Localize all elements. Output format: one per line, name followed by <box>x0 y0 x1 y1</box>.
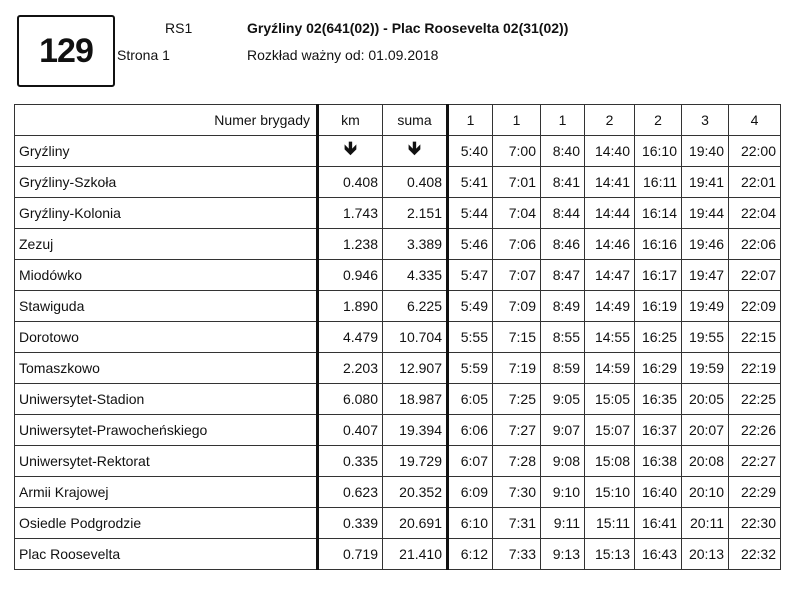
departure-time: 16:40 <box>635 477 682 508</box>
departure-time: 20:11 <box>682 508 729 539</box>
departure-time: 19:49 <box>682 291 729 322</box>
cumulative-distance: 6.225 <box>383 291 448 322</box>
departure-time: 22:01 <box>729 167 781 198</box>
departure-time: 8:47 <box>541 260 585 291</box>
km-header: km <box>318 105 383 136</box>
stop-name: Tomaszkowo <box>15 353 318 384</box>
stop-distance-km: 0.339 <box>318 508 383 539</box>
departure-time: 5:47 <box>448 260 493 291</box>
departure-time: 22:27 <box>729 446 781 477</box>
departure-time: 20:08 <box>682 446 729 477</box>
departure-time: 20:07 <box>682 415 729 446</box>
departure-time: 22:19 <box>729 353 781 384</box>
departure-time: 5:49 <box>448 291 493 322</box>
cumulative-distance: 10.704 <box>383 322 448 353</box>
stop-name: Stawiguda <box>15 291 318 322</box>
departure-time: 7:06 <box>493 229 541 260</box>
departure-time: 9:05 <box>541 384 585 415</box>
departure-time: 5:44 <box>448 198 493 229</box>
cumulative-distance: 0.408 <box>383 167 448 198</box>
departure-time: 14:47 <box>585 260 635 291</box>
stop-name: Gryźliny <box>15 136 318 167</box>
stop-name: Uniwersytet-Rektorat <box>15 446 318 477</box>
departure-time: 7:04 <box>493 198 541 229</box>
departure-time: 7:30 <box>493 477 541 508</box>
departure-time: 16:17 <box>635 260 682 291</box>
brigade-number: 4 <box>729 105 781 136</box>
departure-time: 16:41 <box>635 508 682 539</box>
departure-time: 16:38 <box>635 446 682 477</box>
stop-distance-km: 0.623 <box>318 477 383 508</box>
departure-time: 6:05 <box>448 384 493 415</box>
departure-time: 5:46 <box>448 229 493 260</box>
departure-time: 22:25 <box>729 384 781 415</box>
stop-name: Plac Roosevelta <box>15 539 318 570</box>
cumulative-distance: 20.691 <box>383 508 448 539</box>
route-title: Gryźliny 02(641(02)) - Plac Roosevelta 02(31(02)) <box>247 20 569 36</box>
brigade-number: 2 <box>635 105 682 136</box>
departure-time: 19:41 <box>682 167 729 198</box>
table-row <box>15 508 781 539</box>
stop-name: Dorotowo <box>15 322 318 353</box>
departure-time: 19:55 <box>682 322 729 353</box>
departure-time: 16:43 <box>635 539 682 570</box>
departure-time: 9:08 <box>541 446 585 477</box>
stop-name: Miodówko <box>15 260 318 291</box>
departure-time: 16:10 <box>635 136 682 167</box>
table-row <box>15 353 781 384</box>
cumulative-distance: 4.335 <box>383 260 448 291</box>
departure-time: 5:41 <box>448 167 493 198</box>
stop-name: Zezuj <box>15 229 318 260</box>
departure-time: 15:05 <box>585 384 635 415</box>
departure-time: 6:10 <box>448 508 493 539</box>
stop-distance-km: 0.719 <box>318 539 383 570</box>
cumulative-distance: 21.410 <box>383 539 448 570</box>
departure-time: 15:07 <box>585 415 635 446</box>
departure-time: 7:07 <box>493 260 541 291</box>
table-row <box>15 539 781 570</box>
departure-time: 7:25 <box>493 384 541 415</box>
table-row <box>15 167 781 198</box>
departure-time: 5:59 <box>448 353 493 384</box>
departure-time: 14:40 <box>585 136 635 167</box>
brigade-number: 1 <box>448 105 493 136</box>
departure-time: 8:41 <box>541 167 585 198</box>
departure-time: 15:08 <box>585 446 635 477</box>
departure-time: 7:01 <box>493 167 541 198</box>
departure-time: 9:11 <box>541 508 585 539</box>
departure-time: 6:09 <box>448 477 493 508</box>
brigade-number: 1 <box>493 105 541 136</box>
departure-time: 16:37 <box>635 415 682 446</box>
departure-time: 14:41 <box>585 167 635 198</box>
departure-time: 16:29 <box>635 353 682 384</box>
departure-time: 14:49 <box>585 291 635 322</box>
departure-time: 15:13 <box>585 539 635 570</box>
stop-distance-km: 0.408 <box>318 167 383 198</box>
departure-time: 14:59 <box>585 353 635 384</box>
departure-time: 7:28 <box>493 446 541 477</box>
departure-time: 22:09 <box>729 291 781 322</box>
departure-time: 9:13 <box>541 539 585 570</box>
stop-name: Uniwersytet-Prawocheńskiego <box>15 415 318 446</box>
page-number: Strona 1 <box>117 47 170 63</box>
departure-time: 19:44 <box>682 198 729 229</box>
departure-time: 19:40 <box>682 136 729 167</box>
table-row <box>15 260 781 291</box>
departure-time: 14:55 <box>585 322 635 353</box>
departure-time: 16:16 <box>635 229 682 260</box>
departure-time: 19:59 <box>682 353 729 384</box>
departure-time: 8:44 <box>541 198 585 229</box>
table-header-row <box>15 105 781 136</box>
departure-time: 22:07 <box>729 260 781 291</box>
departure-time: 22:30 <box>729 508 781 539</box>
stop-distance-km: 0.335 <box>318 446 383 477</box>
departure-time: 22:29 <box>729 477 781 508</box>
departure-time: 14:46 <box>585 229 635 260</box>
departure-time: 16:19 <box>635 291 682 322</box>
stop-distance-km: 0.407 <box>318 415 383 446</box>
stop-name: Gryźliny-Kolonia <box>15 198 318 229</box>
table-row <box>15 291 781 322</box>
departure-time: 22:06 <box>729 229 781 260</box>
departure-time: 6:07 <box>448 446 493 477</box>
stop-distance-km: 1.743 <box>318 198 383 229</box>
departure-time: 7:15 <box>493 322 541 353</box>
departure-time: 22:32 <box>729 539 781 570</box>
departure-time: 9:10 <box>541 477 585 508</box>
route-variant: RS1 <box>165 20 193 36</box>
stop-distance-km: 1.890 <box>318 291 383 322</box>
table-row <box>15 136 781 167</box>
departure-time: 16:11 <box>635 167 682 198</box>
departure-time: 20:13 <box>682 539 729 570</box>
departure-time: 16:14 <box>635 198 682 229</box>
arrow-down-icon: 🡻 <box>318 136 383 167</box>
stop-distance-km: 1.238 <box>318 229 383 260</box>
departure-time: 9:07 <box>541 415 585 446</box>
timetable <box>14 104 781 570</box>
departure-time: 22:15 <box>729 322 781 353</box>
stop-name: Armii Krajowej <box>15 477 318 508</box>
stop-distance-km: 6.080 <box>318 384 383 415</box>
departure-time: 8:55 <box>541 322 585 353</box>
stop-distance-km: 4.479 <box>318 322 383 353</box>
departure-time: 7:00 <box>493 136 541 167</box>
departure-time: 22:00 <box>729 136 781 167</box>
cumulative-distance: 19.394 <box>383 415 448 446</box>
brigade-number: 2 <box>585 105 635 136</box>
brigade-header-label: Numer brygady <box>15 105 318 136</box>
line-number-badge: 129 <box>17 15 115 87</box>
departure-time: 8:46 <box>541 229 585 260</box>
departure-time: 15:10 <box>585 477 635 508</box>
stop-name: Gryźliny-Szkoła <box>15 167 318 198</box>
table-row <box>15 446 781 477</box>
departure-time: 20:10 <box>682 477 729 508</box>
table-row <box>15 477 781 508</box>
departure-time: 5:40 <box>448 136 493 167</box>
cumulative-distance: 18.987 <box>383 384 448 415</box>
stop-distance-km: 0.946 <box>318 260 383 291</box>
table-row <box>15 198 781 229</box>
departure-time: 14:44 <box>585 198 635 229</box>
table-row <box>15 322 781 353</box>
departure-time: 7:09 <box>493 291 541 322</box>
departure-time: 16:35 <box>635 384 682 415</box>
table-row <box>15 415 781 446</box>
departure-time: 7:19 <box>493 353 541 384</box>
stop-distance-km: 2.203 <box>318 353 383 384</box>
arrow-down-icon: 🡻 <box>383 136 448 167</box>
departure-time: 19:46 <box>682 229 729 260</box>
departure-time: 8:59 <box>541 353 585 384</box>
timetable-header <box>0 0 800 100</box>
valid-from-date: Rozkład ważny od: 01.09.2018 <box>247 47 439 63</box>
cumulative-distance: 19.729 <box>383 446 448 477</box>
departure-time: 6:12 <box>448 539 493 570</box>
table-row <box>15 384 781 415</box>
stop-name: Osiedle Podgrodzie <box>15 508 318 539</box>
departure-time: 19:47 <box>682 260 729 291</box>
cumulative-distance: 20.352 <box>383 477 448 508</box>
departure-time: 6:06 <box>448 415 493 446</box>
table-row <box>15 229 781 260</box>
departure-time: 22:04 <box>729 198 781 229</box>
departure-time: 16:25 <box>635 322 682 353</box>
departure-time: 22:26 <box>729 415 781 446</box>
departure-time: 7:27 <box>493 415 541 446</box>
brigade-number: 3 <box>682 105 729 136</box>
cumulative-distance: 12.907 <box>383 353 448 384</box>
departure-time: 5:55 <box>448 322 493 353</box>
departure-time: 8:49 <box>541 291 585 322</box>
stop-name: Uniwersytet-Stadion <box>15 384 318 415</box>
departure-time: 7:33 <box>493 539 541 570</box>
cumulative-distance: 2.151 <box>383 198 448 229</box>
departure-time: 7:31 <box>493 508 541 539</box>
sum-header: suma <box>383 105 448 136</box>
departure-time: 15:11 <box>585 508 635 539</box>
departure-time: 8:40 <box>541 136 585 167</box>
brigade-number: 1 <box>541 105 585 136</box>
departure-time: 20:05 <box>682 384 729 415</box>
cumulative-distance: 3.389 <box>383 229 448 260</box>
